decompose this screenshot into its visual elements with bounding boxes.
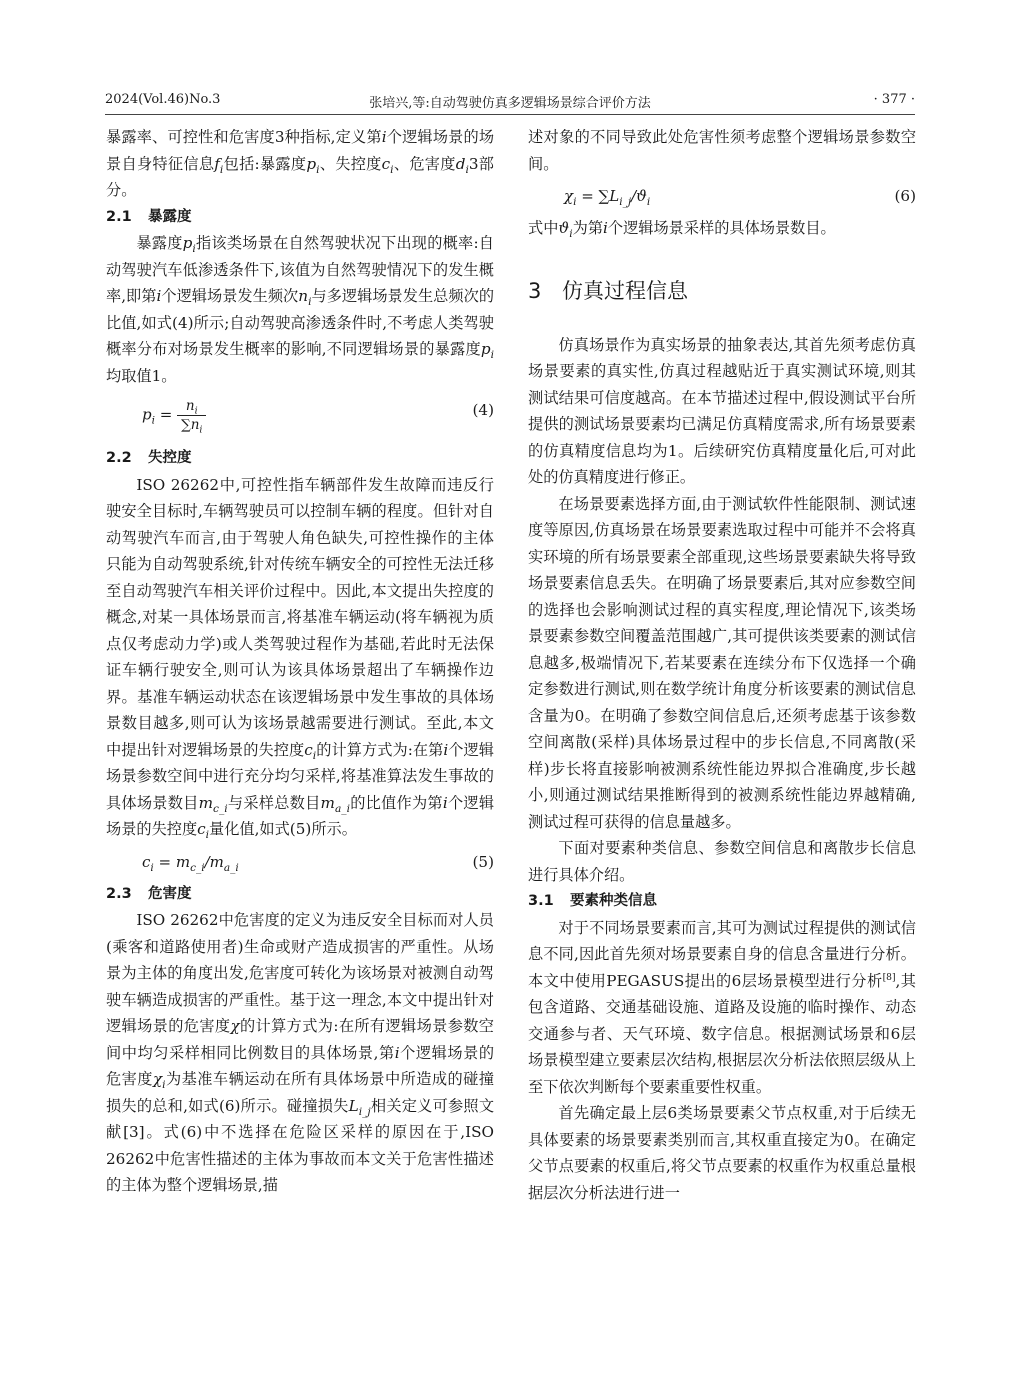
section-3-heading: 3 仿真过程信息 bbox=[528, 278, 688, 303]
page-number: · 377 · bbox=[873, 92, 915, 107]
section-2-3-paragraph: ISO 26262中危害度的定义为违反安全目标而对人员(乘客和道路使用者)生命或财产造成损害的严重性。从场景为主体的角度出发,危害度可转化为该场景对被测自动驾驶车辆造成损害的严重性。基于这一理念,本文中提出针对逻辑场景的危害度χ的计算方式为:在所有逻辑场景参数空间中均匀采样相同比例数目的具体场景,第i个逻辑场景的危害度$\chi_i$为基准车辆运动在所有具体场景中所造成的碰撞损失的总和,如式(6)所示。碰撞损失$L_{i\_j}$相关定义可参照文献[3]。式(6)中不选择在危险区采样的原因在于,ISO 26262中危害性描述的主体为事故而本文关于危害性描述的主体为整个逻辑场景,描 bbox=[106, 911, 495, 1194]
section-2-2-heading: 2.2 失控度 bbox=[106, 450, 192, 466]
section-3-paragraph-3: 下面对要素种类信息、参数空间信息和离散步长信息进行具体介绍。 bbox=[528, 839, 916, 884]
equation-4: $p_i$ = $\frac{n_i}{\sum n_i}$ (4) bbox=[142, 398, 494, 436]
citation-8: [8] bbox=[882, 972, 896, 983]
section-2-3-heading: 2.3 危害度 bbox=[106, 885, 192, 902]
section-2-1-paragraph: 暴露度$p_i$指该类场景在自然驾驶状况下出现的概率:自动驾驶汽车低渗透条件下,该值为自然驾驶情况下的发生概率,即第i个逻辑场景发生频次$n_i$与多逻辑场景发生总频次的比值,如式(4)所示;自动驾驶高渗透条件时,不考虑人类驾驶概率分布对场景发生概率的影响,不同逻辑场景的暴露度$p_i$均取值1。 bbox=[106, 234, 494, 385]
equation-4-number: (4) bbox=[472, 401, 494, 419]
section-3-paragraph-2: 在场景要素选择方面,由于测试软件性能限制、测试速度等原因,仿真场景在场景要素选取过程中可能并不会将真实环境的所有场景要素全部重现,这些场景要素缺失将导致场景要素信息丢失。在明确了场景要素后,其对应参数空间的选择也会影响测试过程的真实程度,理论情况下,该类场景要素参数空间覆盖范围越广,其可提供该类要素的测试信息越多,极端情况下,若某要素在连续分布下仅选择一个确定参数进行测试,则在数学统计角度分析该要素的测试信息含量为0。在明确了参数空间信息后,还须考虑基于该参数空间离散(采样)具体场景过程中的步长信息,不同离散(采样)步长将直接影响被测系统性能边界拟合准确度,步长越小,则通过测试结果推断得到的被测系统性能边界越精确,测试过程可获得的信息量越多。 bbox=[528, 494, 916, 831]
section-3-1-paragraph-1: 对于不同场景要素而言,其可为测试过程提供的测试信息不同,因此首先须对场景要素自身的信息含量进行分析。本文中使用PEGASUS提出的6层场景模型进行分析[8],其包含道路、交通基础设施、道路及设施的临时操作、动态交通参与者、天气环境、数字信息。根据测试场景和6层场景模型建立要素层次结构,根据层次分析法依照层级从上至下依次判断每个要素重要性权重。 bbox=[528, 918, 916, 1096]
left-column bbox=[106, 124, 494, 1199]
equation-5-number: (5) bbox=[472, 852, 494, 871]
equation-6-where: 式中$ϑ_i$为第i个逻辑场景采样的具体场景数目。 bbox=[528, 219, 836, 241]
equation-5: $c_i = m_{c\_i}/m_{a\_i}$ (5) bbox=[106, 847, 494, 877]
running-title: 张培兴,等:自动驾驶仿真多逻辑场景综合评价方法 bbox=[369, 96, 651, 111]
equation-6: $\chi_i = \sum L_{i\_j}/ϑ_i$ (6) bbox=[528, 181, 916, 211]
journal-issue: 2024(Vol.46)No.3 bbox=[105, 92, 221, 107]
running-header bbox=[105, 90, 915, 115]
section-3-paragraph-1: 仿真场景作为真实场景的抽象表达,其首先须考虑仿真场景要素的真实性,仿真过程越贴近于真实测试环境,则其测试结果可信度越高。在本节描述过程中,假设测试平台所提供的测试场景要素均已满足仿真精度需求,所有场景要素的仿真精度信息均为1。后续研究仿真精度量化后,可对此处的仿真精度进行修正。 bbox=[528, 335, 916, 486]
section-2-1-heading: 2.1 暴露度 bbox=[106, 208, 192, 225]
section-2-2-paragraph: ISO 26262中,可控性指车辆部件发生故障而违反行驶安全目标时,车辆驾驶员可以控制车辆的程度。但针对自动驾驶汽车而言,由于驾驶人角色缺失,可控性操作的主体只能为自动驾驶系统,针对传统车辆安全的可控性无法迁移至自动驾驶汽车相关评价过程中。因此,本文提出失控度的概念,对某一具体场景而言,将基准车辆运动(将车辆视为质点仅考虑动力学)或人类驾驶过程作为基础,若此时无法保证车辆行驶安全,则可认为该具体场景超出了车辆操作边界。基准车辆运动状态在该逻辑场景中发生事故的具体场景数目越多,则可认为该场景越需要进行测试。至此,本文中提出针对逻辑场景的失控度$c_i$的计算方式为:在第i个逻辑场景参数空间中进行充分均匀采样,将基准算法发生事故的具体场景数目$m_{c\_i}$与采样总数目$m_{a\_i}$的比值作为第i个逻辑场景的失控度$c_i$量化值,如式(5)所示。 bbox=[106, 475, 495, 842]
continuation-paragraph: 述对象的不同导致此处危害性须考虑整个逻辑场景参数空间。 bbox=[528, 128, 916, 173]
section-3-1-heading: 3.1 要素种类信息 bbox=[528, 893, 657, 909]
section-3-1-paragraph-2: 首先确定最上层6类场景要素父节点权重,对于后续无具体要素的场景要素类别而言,其权重直接定为0。在确定父节点要素的权重后,将父节点要素的权重作为权重总量根据层次分析法进行进一 bbox=[528, 1104, 916, 1202]
right-column bbox=[528, 124, 916, 1206]
intro-paragraph: 暴露率、可控性和危害度3种指标,定义第i个逻辑场景的场景自身特征信息$f_i$包括:暴露度$p_i$、失控度$c_i$、危害度$d_i3$部分。 bbox=[106, 128, 495, 199]
equation-6-number: (6) bbox=[894, 187, 916, 205]
